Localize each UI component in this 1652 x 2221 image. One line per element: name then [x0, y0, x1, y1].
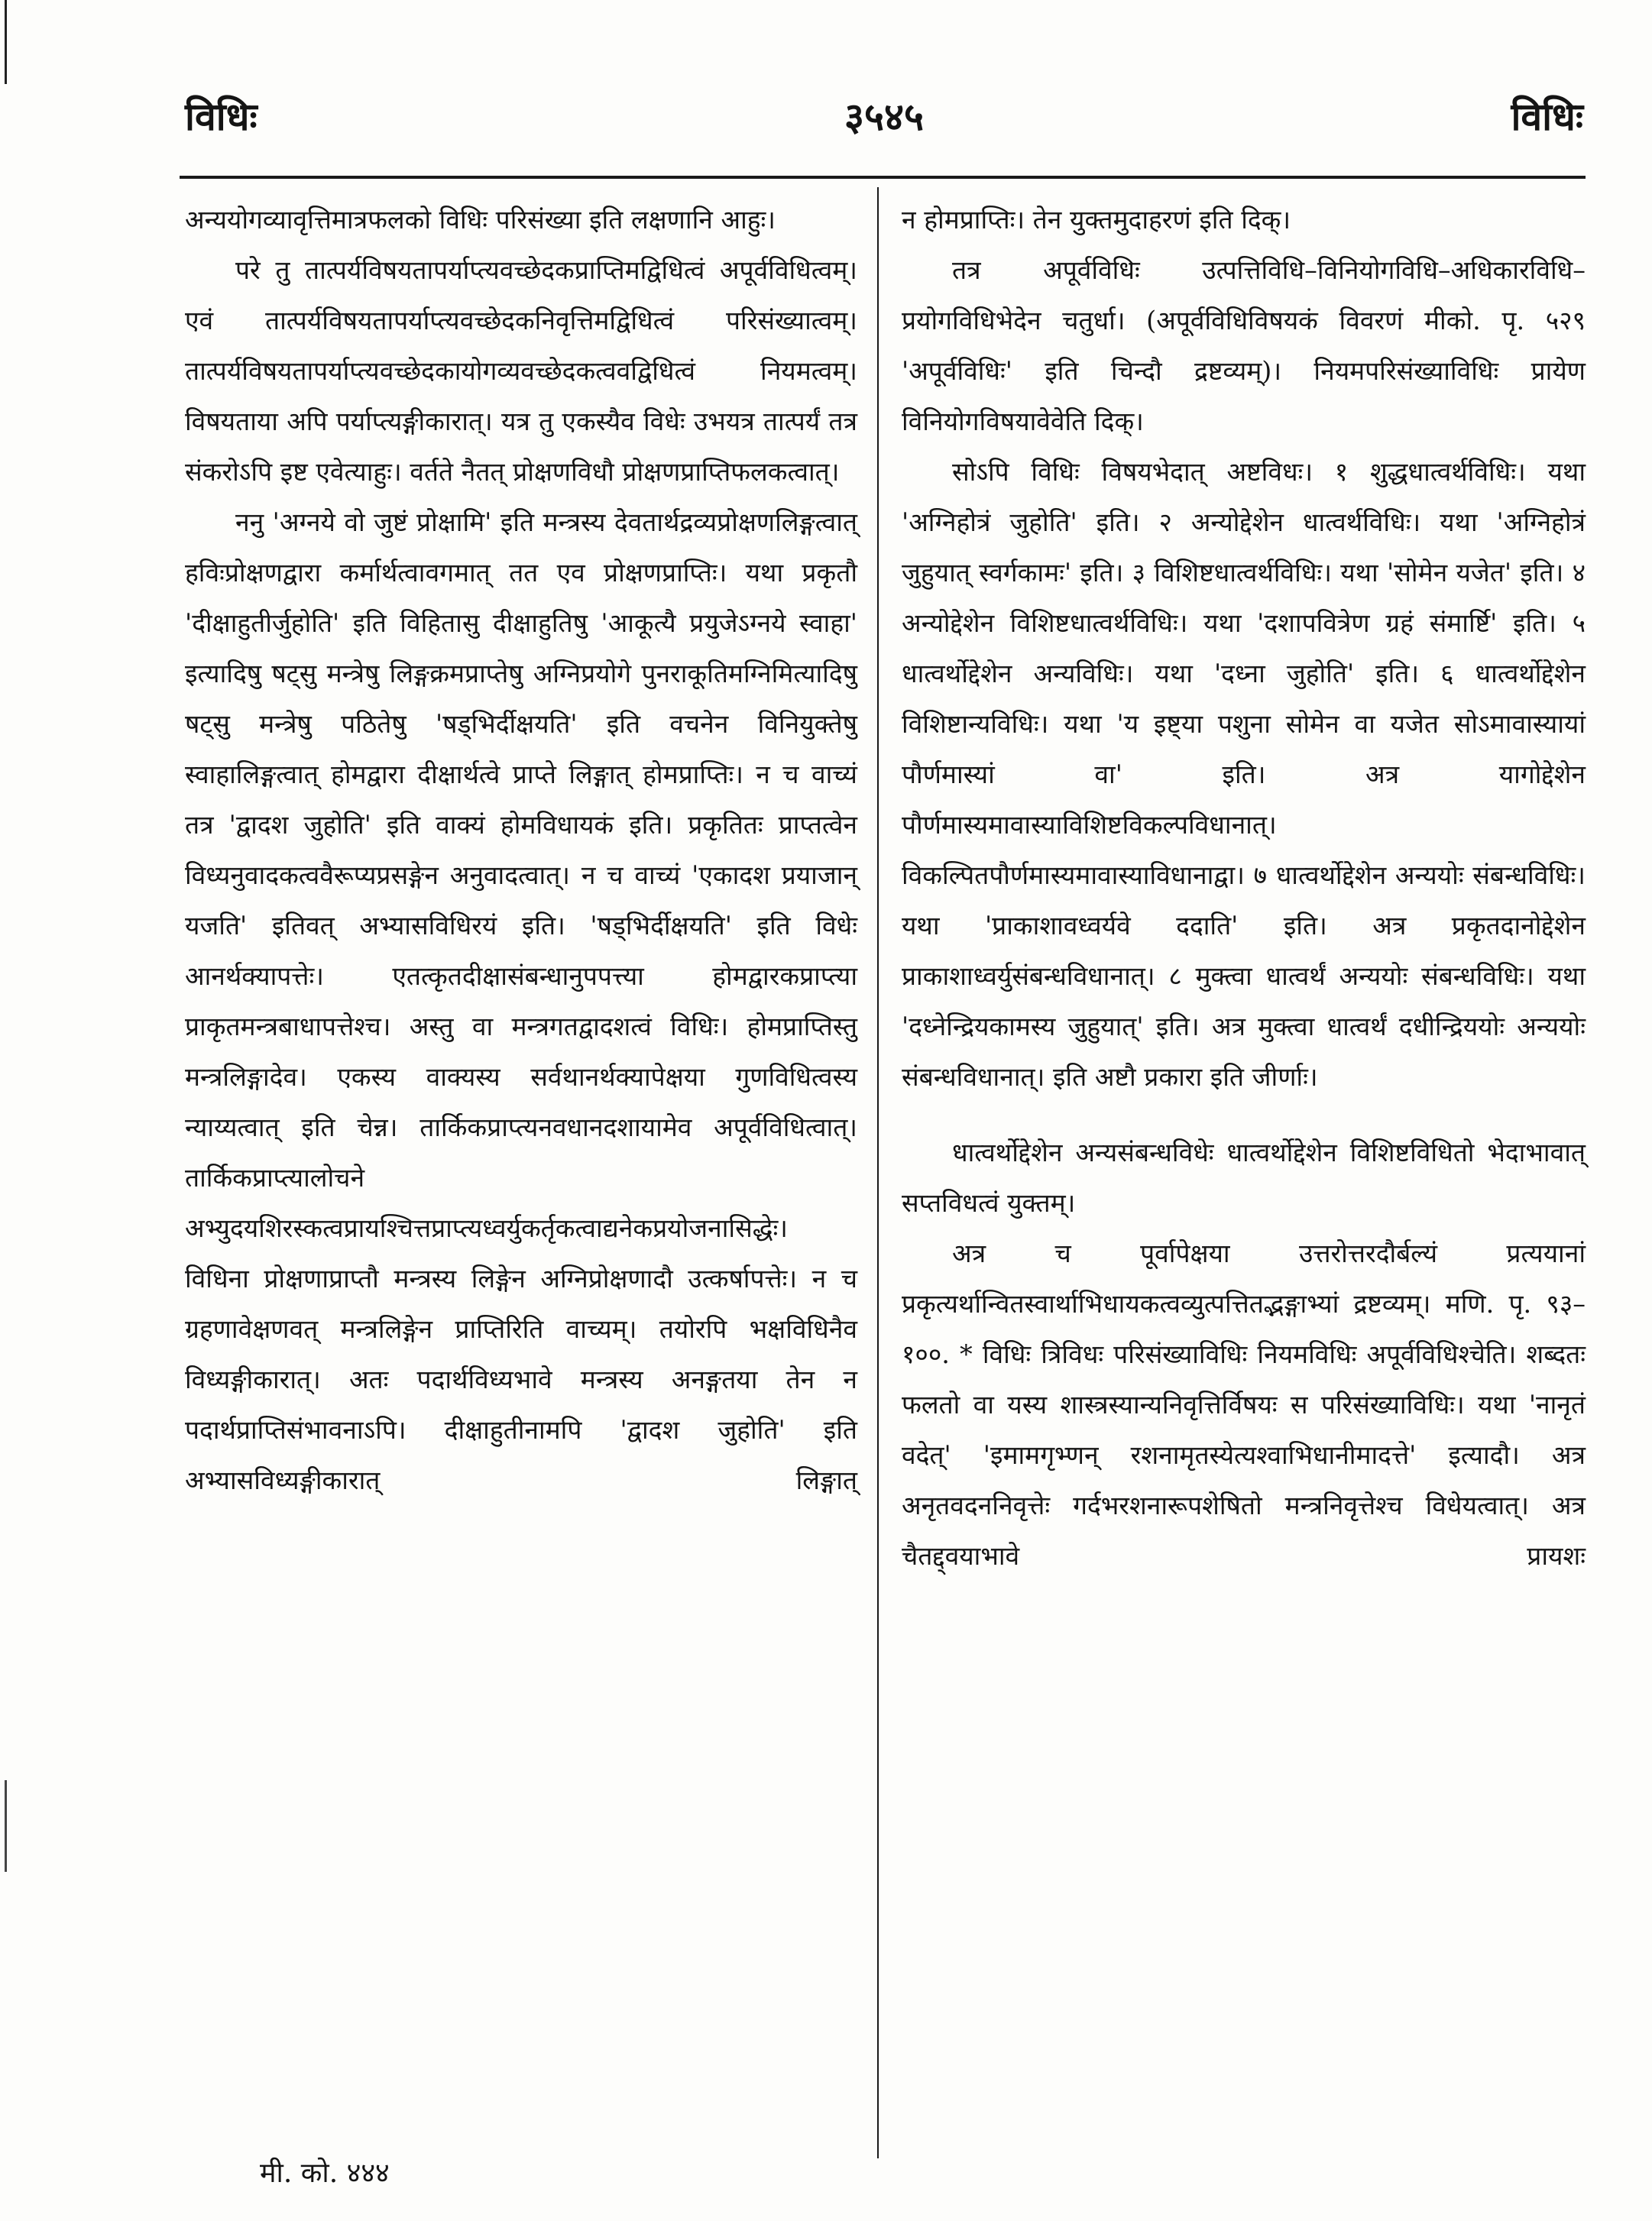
paragraph: ननु 'अग्नये वो जुष्टं प्रोक्षामि' इति मन्त्रस्य देवतार्थद्रव्यप्रोक्षणलिङ्गत्वात् हविःप्रोक्षणद्वारा कर्मार्थत्वावगमात् तत एव प्रोक्षणप्राप्तिः। यथा प्रकृतौ 'दीक्षाहुतीर्जुहोति' इति विहितासु दीक्षाहुतिषु 'आकूत्यै प्रयुजेऽग्नये स्वाहा' इत्यादिषु षट्सु मन्त्रेषु लिङ्गक्रमप्राप्तेषु अग्निप्रयोगे पुनराकूतिमग्निमित्यादिषु षट्सु मन्त्रेषु पठितेषु 'षड्भिर्दीक्षयति' इति वचनेन विनियुक्तेषु स्वाहालिङ्गत्वात् होमद्वारा दीक्षार्थत्वे प्राप्ते लिङ्गात् होमप्राप्तिः। न च वाच्यं तत्र 'द्वादश जुहोति' इति वाक्यं होमविधायकं इति। प्रकृतितः प्राप्तत्वेन विध्यनुवादकत्ववैरूप्यप्रसङ्गेन अनुवादत्वात्। न च वाच्यं 'एकादश प्रयाजान् यजति' इतिवत् अभ्यासविधिरयं इति। 'षड्भिर्दीक्षयति' इति विधेः आनर्थक्यापत्तेः। एतत्कृतदीक्षासंबन्धानुपपत्त्या होमद्वारकप्राप्त्या प्राकृतमन्त्रबाधापत्तेश्च। अस्तु वा मन्त्रगतद्वादशत्वं विधिः। होमप्राप्तिस्तु मन्त्रलिङ्गादेव। एकस्य वाक्यस्य सर्वथानर्थक्यापेक्षया गुणविधित्वस्य न्याय्यत्वात् इति चेन्न। तार्किकप्राप्त्यनवधानदशायामेव अपूर्वविधित्वात्। तार्किकप्राप्त्यालोचने अभ्युदयशिरस्कत्वप्रायश्चित्तप्राप्त्यध्वर्युकर्तृकत्वाद्यनेकप्रयोजनासिद्धेः। विधिना प्रोक्षणाप्राप्तौ मन्त्रस्य लिङ्गेन अग्निप्रोक्षणादौ उत्कर्षापत्तेः। न च ग्रहणावेक्षणवत् मन्त्रलिङ्गेन प्राप्तिरिति वाच्यम्। तयोरपि भक्षविधिनैव विध्यङ्गीकारात्। अतः पदार्थविध्यभावे मन्त्रस्य अनङ्गतया तेन न पदार्थप्राप्तिसंभावनाऽपि। दीक्षाहुतीनामपि 'द्वादश जुहोति' इति अभ्यासविध्यङ्गीकारात् लिङ्गात्: [185, 507, 857, 1495]
page-number: ३५४५: [844, 94, 924, 139]
paragraph: अत्र च पूर्वापेक्षया उत्तरोत्तरदौर्बल्यं प्रत्ययानां प्रकृत्यर्थान्वितस्वार्थाभिधायकत्वव्युत्पत्तितद्भङ्गाभ्यां द्रष्टव्यम्। मणि. पृ. ९३–१००. * विधिः त्रिविधः परिसंख्याविधिः नियमविधिः अपूर्वविधिश्चेति। शब्दतः फलतो वा यस्य शास्त्रस्यान्यनिवृत्तिर्विषयः स परिसंख्याविधिः। यथा 'नानृतं वदेत्' 'इमामगृभ्णन् रशनामृतस्येत्यश्वाभिधानीमादत्ते' इत्यादौ। अत्र अनृतवदननिवृत्तेः गर्दभरशनारूपशेषितो मन्त्रनिवृत्तेश्च विधेयत्वात्। अत्र चैतद्द्वयाभावे प्रायशः: [902, 1238, 1586, 1571]
right-column: [902, 195, 1586, 1582]
paragraph: तत्र अपूर्वविधिः उत्पत्तिविधि–विनियोगविधि–अधिकारविधि–प्रयोगविधिभेदेन चतुर्धा। (अपूर्वविधिविषयकं विवरणं मीको. पृ. ५२९ 'अपूर्वविधिः' इति चिन्दौ द्रष्टव्यम्)। नियमपरिसंख्याविधिः प्रायेण विनियोगविषयावेवेति दिक्।: [902, 255, 1586, 436]
page-footer-signature: मी. को. ४४४: [260, 2158, 390, 2189]
page-header: [185, 90, 1583, 144]
paragraph: अन्ययोगव्यावृत्तिमात्रफलको विधिः परिसंख्या इति लक्षणानि आहुः।: [185, 205, 776, 235]
paragraph: धात्वर्थोद्देशेन अन्यसंबन्धविधेः धात्वर्थोद्देशेन विशिष्टविधितो भेदाभावात् सप्तविधत्वं युक्तम्।: [902, 1138, 1586, 1218]
scan-edge-mark: [5, 0, 7, 84]
left-column: [185, 195, 857, 1506]
header-rule: [180, 176, 1586, 179]
paragraph: न होमप्राप्तिः। तेन युक्तमुदाहरणं इति दिक्।: [902, 205, 1291, 235]
column-divider: [877, 187, 879, 2158]
running-head-left: विधिः: [185, 94, 258, 139]
running-head-right: विधिः: [1511, 94, 1583, 139]
paragraph: सोऽपि विधिः विषयभेदात् अष्टविधः। १ शुद्धधात्वर्थविधिः। यथा 'अग्निहोत्रं जुहोति' इति। २ अन्योद्देशेन धात्वर्थविधिः। यथा 'अग्निहोत्रं जुहुयात् स्वर्गकामः' इति। ३ विशिष्टधात्वर्थविधिः। यथा 'सोमेन यजेत' इति। ४ अन्योद्देशेन विशिष्टधात्वर्थविधिः। यथा 'दशापवित्रेण ग्रहं संमार्ष्टि' इति। ५ धात्वर्थोद्देशेन अन्यविधिः। यथा 'दध्ना जुहोति' इति। ६ धात्वर्थोद्देशेन विशिष्टान्यविधिः। यथा 'य इष्ट्या पशुना सोमेन वा यजेत सोऽमावास्यायां पौर्णमास्यां वा' इति। अत्र यागोद्देशेन पौर्णमास्यमावास्याविशिष्टविकल्पविधानात्। विकल्पितपौर्णमास्यमावास्याविधानाद्वा। ७ धात्वर्थोद्देशेन अन्ययोः संबन्धविधिः। यथा 'प्राकाशावध्वर्यवे ददाति' इति। अत्र प्रकृतदानोद्देशेन प्राकाशाध्वर्युसंबन्धविधानात्। ८ मुक्त्वा धात्वर्थं अन्ययोः संबन्धविधिः। यथा 'दध्नेन्द्रियकामस्य जुहुयात्' इति। अत्र मुक्त्वा धात्वर्थं दधीन्द्रिययोः अन्ययोः संबन्धविधानात्। इति अष्टौ प्रकारा इति जीर्णाः।: [902, 457, 1586, 1092]
scan-edge-mark: [5, 1780, 7, 1872]
paragraph: परे तु तात्पर्यविषयतापर्याप्त्यवच्छेदकप्राप्तिमद्विधित्वं अपूर्वविधित्वम्। एवं तात्पर्यविषयतापर्याप्त्यवच्छेदकनिवृत्तिमद्विधित्वं परिसंख्यात्वम्। तात्पर्यविषयतापर्याप्त्यवच्छेदकायोगव्यवच्छेदकत्ववद्विधित्वं नियमत्वम्। विषयताया अपि पर्याप्त्यङ्गीकारात्। यत्र तु एकस्यैव विधेः उभयत्र तात्पर्यं तत्र संकरोऽपि इष्ट एवेत्याहुः। वर्तते नैतत् प्रोक्षणविधौ प्रोक्षणप्राप्तिफलकत्वात्।: [185, 255, 857, 487]
